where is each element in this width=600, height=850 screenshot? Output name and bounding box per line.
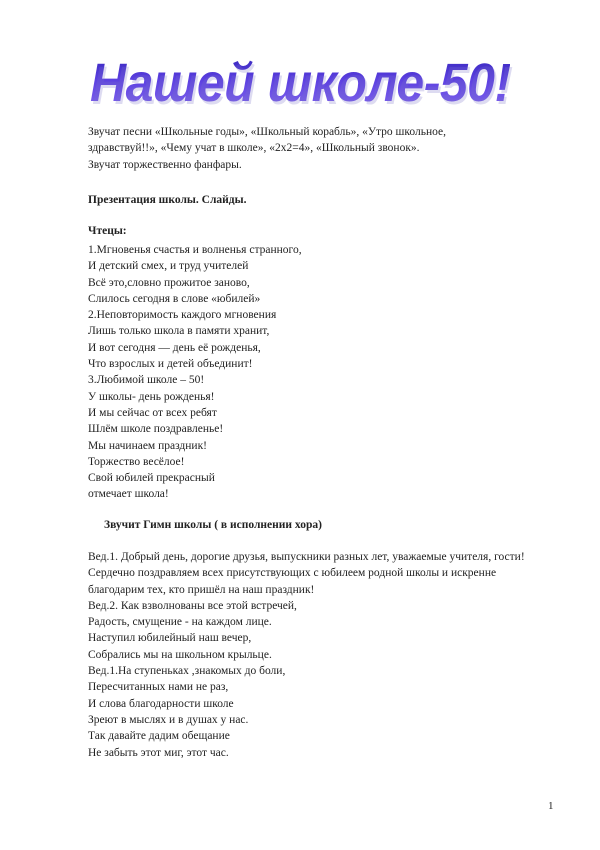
script-line: И слова благодарности школе (88, 697, 234, 710)
page-title: Нашей школе-50! (90, 48, 510, 117)
presentation-heading: Презентация школы. Слайды. (88, 194, 247, 206)
poem-line: 2.Неповторимость каждого мгновения (88, 309, 277, 322)
poem-line: И детский смех, и труд учителей (88, 260, 249, 273)
script-line: Вед.2. Как взволнованы все этой встречей, (88, 599, 297, 612)
poem-line: У школы- день рожденья! (88, 390, 215, 403)
poem-line: Торжество весёлое! (88, 455, 185, 468)
anthem-heading: Звучит Гимн школы ( в исполнении хора) (104, 519, 322, 531)
poem-line: Слилось сегодня в слове «юбилей» (88, 292, 261, 305)
script-line: Вед.1.На ступеньках ,знакомых до боли, (88, 665, 286, 678)
script-line: Зреют в мыслях и в душах у нас. (88, 713, 249, 726)
script-line: Пересчитанных нами не раз, (88, 681, 229, 694)
script-line: Наступил юбилейный наш вечер, (88, 632, 252, 645)
poem-line: И вот сегодня — день её рожденья, (88, 341, 261, 354)
poem-line: Свой юбилей прекрасный (88, 472, 215, 485)
poem-line: И мы сейчас от всех ребят (88, 406, 217, 419)
intro-line: здравствуй!!», «Чему учат в школе», «2х2=4», «Школьный звонок». (88, 142, 420, 155)
intro-line: Звучат песни «Школьные годы», «Школьный корабль», «Утро школьное, (88, 126, 446, 138)
script-line: Не забыть этот миг, этот час. (88, 746, 229, 759)
intro-paragraph (88, 124, 540, 173)
poem-line: Что взрослых и детей объединит! (88, 358, 253, 371)
script-line: Так давайте дадим обещание (88, 730, 230, 743)
poem-line: Мы начинаем праздник! (88, 439, 207, 452)
script-line: Собрались мы на школьном крыльце. (88, 648, 272, 661)
poem-line: 3.Любимой школе – 50! (88, 374, 205, 387)
poem-line: 1.Мгновенья счастья и волненья странного, (88, 244, 302, 256)
poem-line: отмечает школа! (88, 488, 169, 501)
script-line: Радость, смущение - на каждом лице. (88, 616, 272, 629)
page-number: 1 (548, 800, 554, 812)
poem-block (88, 242, 540, 503)
poem-line: Лишь только школа в памяти хранит, (88, 325, 270, 338)
poem-line: Шлём школе поздравленье! (88, 423, 224, 436)
script-block (88, 549, 540, 761)
readers-heading: Чтецы: (88, 225, 127, 237)
poem-line: Всё это,словно прожитое заново, (88, 276, 250, 289)
script-paragraph: Вед.1. Добрый день, дорогие друзья, выпускники разных лет, уважаемые учителя, гости! Сердечно поздравляем всех присутствующих с юбилеем родной школы и искренне благодарим тех, кто пришёл на наш праздник! (88, 551, 525, 596)
intro-line: Звучат торжественно фанфары. (88, 158, 242, 171)
